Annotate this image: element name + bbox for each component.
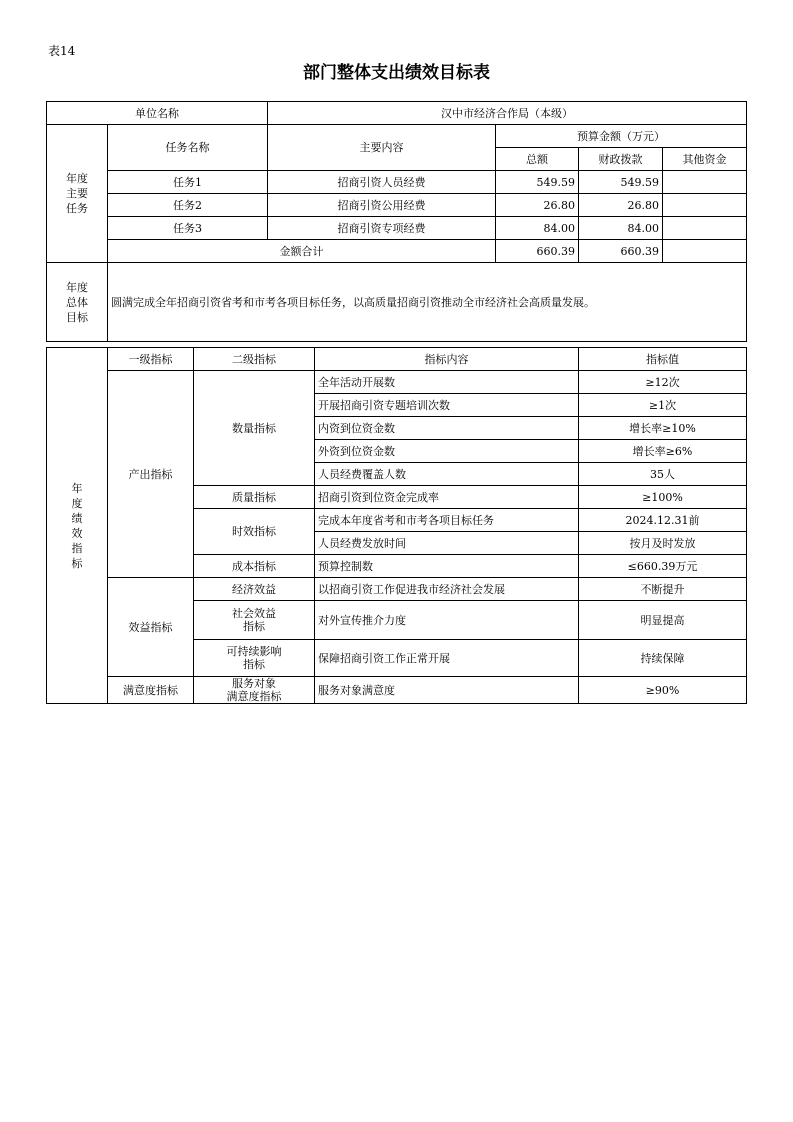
total-header: 总额 [496, 148, 579, 171]
task-total: 84.00 [496, 217, 579, 240]
sum-other [663, 240, 747, 263]
satisfaction-indicator-label: 满意度指标 [108, 677, 194, 704]
indicator-value: 按月及时发放 [579, 532, 747, 555]
indicator-content: 以招商引资工作促进我市经济社会发展 [315, 578, 579, 601]
indicator-content: 招商引资到位资金完成率 [315, 486, 579, 509]
indicator-row [47, 371, 747, 394]
task-other [663, 217, 747, 240]
task-row [47, 217, 747, 240]
annual-goal-text: 圆满完成全年招商引资省考和市考各项目标任务，以高质量招商引资推动全市经济社会高质量发展。 [108, 263, 747, 342]
indicator-content: 服务对象满意度 [315, 677, 579, 704]
indicator-value: 不断提升 [579, 578, 747, 601]
timeliness-indicator-label: 时效指标 [194, 509, 315, 555]
indicator-value: 增长率≥10% [579, 417, 747, 440]
annual-tasks-label: 年度 主要 任务 [47, 125, 108, 263]
indicator-content: 人员经费发放时间 [315, 532, 579, 555]
indicator-value: 2024.12.31前 [579, 509, 747, 532]
indicator-value: ≥12次 [579, 371, 747, 394]
budget-header: 预算金额（万元） [496, 125, 747, 148]
economic-benefit-label: 经济效益 [194, 578, 315, 601]
level1-header: 一级指标 [108, 348, 194, 371]
fiscal-header: 财政拨款 [579, 148, 663, 171]
task-fiscal: 26.80 [579, 194, 663, 217]
indicator-value: 明显提高 [579, 601, 747, 640]
performance-table [46, 101, 747, 342]
sum-fiscal: 660.39 [579, 240, 663, 263]
unit-row [47, 102, 747, 125]
social-benefit-label: 社会效益 指标 [194, 601, 315, 640]
output-indicator-label: 产出指标 [108, 371, 194, 578]
indicator-content: 完成本年度省考和市考各项目标任务 [315, 509, 579, 532]
task-name: 任务3 [108, 217, 268, 240]
value-header: 指标值 [579, 348, 747, 371]
unit-label: 单位名称 [47, 102, 268, 125]
annual-goal-label: 年度 总体 目标 [47, 263, 108, 342]
task-other [663, 171, 747, 194]
indicator-row [47, 677, 747, 704]
quantity-indicator-label: 数量指标 [194, 371, 315, 486]
annual-goal-row [47, 263, 747, 342]
task-content: 招商引资公用经费 [268, 194, 496, 217]
task-other [663, 194, 747, 217]
task-name: 任务1 [108, 171, 268, 194]
task-name: 任务2 [108, 194, 268, 217]
indicator-content: 对外宣传推介力度 [315, 601, 579, 640]
service-satisfaction-label: 服务对象 满意度指标 [194, 677, 315, 704]
task-fiscal: 84.00 [579, 217, 663, 240]
indicator-content: 预算控制数 [315, 555, 579, 578]
indicator-content: 人员经费覆盖人数 [315, 463, 579, 486]
quality-indicator-label: 质量指标 [194, 486, 315, 509]
benefit-indicator-label: 效益指标 [108, 578, 194, 677]
sustainable-impact-label: 可持续影响 指标 [194, 640, 315, 677]
task-header-row [47, 125, 747, 148]
indicator-table [46, 347, 747, 704]
indicator-content: 全年活动开展数 [315, 371, 579, 394]
other-header: 其他资金 [663, 148, 747, 171]
indicator-content: 开展招商引资专题培训次数 [315, 394, 579, 417]
table-number: 表14 [48, 44, 76, 58]
task-fiscal: 549.59 [579, 171, 663, 194]
task-total: 549.59 [496, 171, 579, 194]
indicator-value: 持续保障 [579, 640, 747, 677]
indicator-content: 外资到位资金数 [315, 440, 579, 463]
annual-indicators-label: 年 度 绩 效 指 标 [47, 348, 108, 704]
task-sum-row [47, 240, 747, 263]
indicator-value: ≤660.39万元 [579, 555, 747, 578]
indicator-content: 保障招商引资工作正常开展 [315, 640, 579, 677]
indicator-row [47, 578, 747, 601]
sum-label: 金额合计 [108, 240, 496, 263]
indicator-header-row [47, 348, 747, 371]
task-total: 26.80 [496, 194, 579, 217]
indicator-value: 35人 [579, 463, 747, 486]
indicator-value: 增长率≥6% [579, 440, 747, 463]
unit-value: 汉中市经济合作局（本级） [268, 102, 747, 125]
level2-header: 二级指标 [194, 348, 315, 371]
cost-indicator-label: 成本指标 [194, 555, 315, 578]
sum-total: 660.39 [496, 240, 579, 263]
indicator-value: ≥90% [579, 677, 747, 704]
indicator-value: ≥100% [579, 486, 747, 509]
task-content: 招商引资专项经费 [268, 217, 496, 240]
indicator-content: 内资到位资金数 [315, 417, 579, 440]
task-content-header: 主要内容 [268, 125, 496, 171]
document-title: 部门整体支出绩效目标表 [303, 63, 490, 83]
task-name-header: 任务名称 [108, 125, 268, 171]
task-row [47, 194, 747, 217]
task-row [47, 171, 747, 194]
task-content: 招商引资人员经费 [268, 171, 496, 194]
indicator-value: ≥1次 [579, 394, 747, 417]
content-header: 指标内容 [315, 348, 579, 371]
